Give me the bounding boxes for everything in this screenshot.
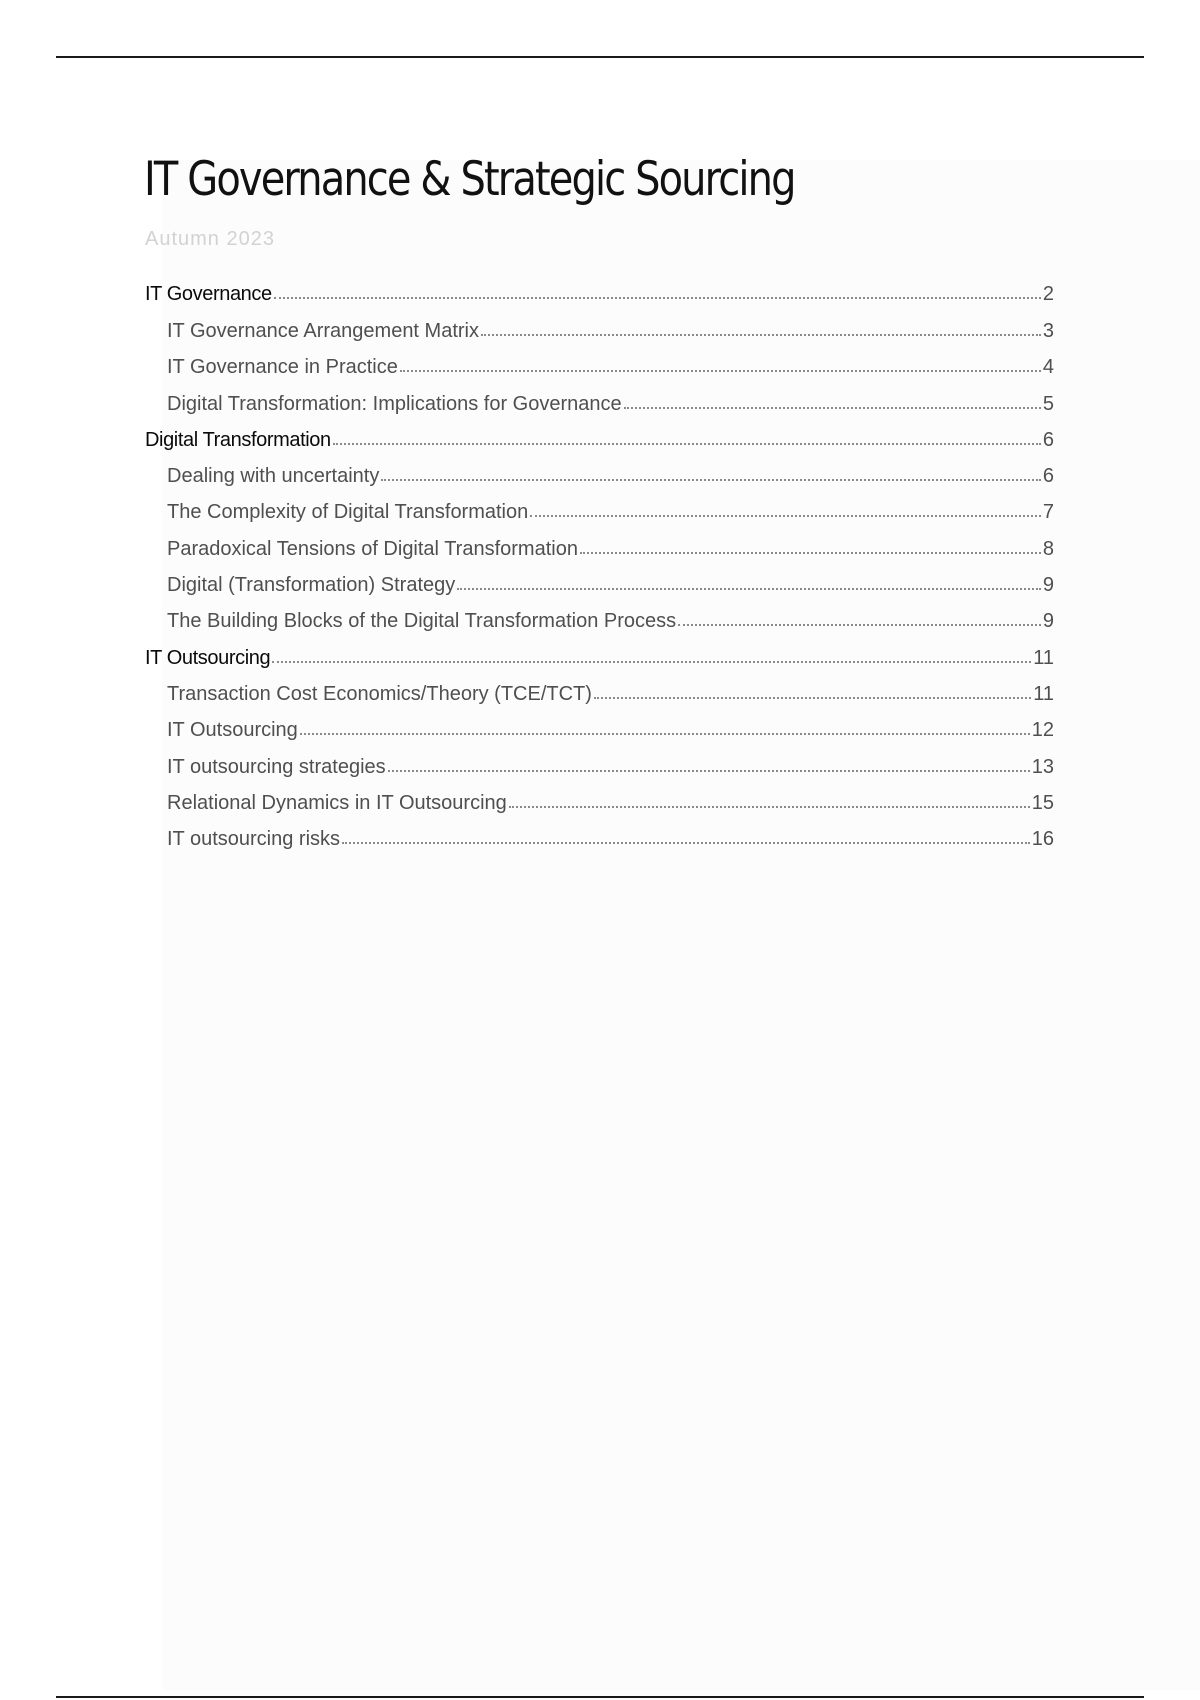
toc-page-number: 6: [1042, 465, 1054, 487]
toc-subsection-entry[interactable]: [167, 597, 1054, 633]
toc-entry-label: Digital Transformation: Implications for Governance: [167, 393, 622, 415]
toc-entry-label: IT Governance Arrangement Matrix: [167, 320, 479, 342]
toc-section-entry[interactable]: [145, 270, 1054, 306]
toc-page-number: 12: [1031, 719, 1054, 741]
toc-page-number: 3: [1042, 320, 1054, 342]
toc-dot-leader: [342, 842, 1030, 844]
toc-entry-label: Relational Dynamics in IT Outsourcing: [167, 792, 507, 814]
toc-entry-label: The Complexity of Digital Transformation: [167, 501, 529, 523]
toc-page-number: 16: [1031, 828, 1054, 850]
toc-entry-label: Digital (Transformation) Strategy: [167, 574, 456, 596]
toc-page-number: 11: [1033, 683, 1054, 705]
toc-entry-label: Dealing with uncertainty: [167, 465, 380, 487]
toc-subsection-entry[interactable]: [167, 670, 1054, 706]
toc-page-number: 15: [1031, 792, 1054, 814]
toc-dot-leader: [400, 370, 1041, 372]
toc-subsection-entry[interactable]: [167, 525, 1054, 561]
header-rule: [56, 56, 1144, 58]
toc-subsection-entry[interactable]: [167, 815, 1054, 851]
toc-subsection-entry[interactable]: [167, 488, 1054, 524]
toc-entry-label: IT Governance in Practice: [167, 356, 398, 378]
toc-dot-leader: [457, 588, 1041, 590]
toc-subsection-entry[interactable]: [167, 380, 1054, 416]
toc-entry-label: Paradoxical Tensions of Digital Transformation: [167, 538, 578, 560]
toc-dot-leader: [624, 407, 1041, 409]
toc-dot-leader: [274, 297, 1041, 299]
toc-entry-label: IT Governance: [145, 283, 272, 305]
document-subtitle: Autumn 2023: [145, 228, 275, 250]
toc-dot-leader: [509, 806, 1030, 808]
toc-subsection-entry[interactable]: [167, 779, 1054, 815]
toc-subsection-entry[interactable]: [167, 706, 1054, 742]
toc-entry-label: IT outsourcing strategies: [167, 756, 386, 778]
toc-dot-leader: [381, 479, 1041, 481]
footer-rule: [56, 1696, 1144, 1698]
toc-entry-label: Transaction Cost Economics/Theory (TCE/TCT): [167, 683, 592, 705]
toc-dot-leader: [580, 552, 1041, 554]
toc-subsection-entry[interactable]: [167, 343, 1054, 379]
toc-page-number: 7: [1042, 501, 1054, 523]
toc-page-number: 2: [1042, 283, 1054, 305]
toc-entry-label: IT Outsourcing: [145, 647, 271, 669]
toc-dot-leader: [272, 661, 1031, 663]
toc-dot-leader: [388, 770, 1030, 772]
toc-page-number: 13: [1031, 756, 1054, 778]
document-title: IT Governance & Strategic Sourcing: [144, 152, 795, 207]
toc-dot-leader: [678, 624, 1041, 626]
toc-page-number: 9: [1042, 610, 1054, 632]
toc-dot-leader: [300, 733, 1030, 735]
toc-entry-label: IT outsourcing risks: [167, 828, 341, 850]
toc-page-number: 9: [1042, 574, 1054, 596]
toc-page-number: 4: [1042, 356, 1054, 378]
toc-subsection-entry[interactable]: [167, 743, 1054, 779]
toc-entry-label: The Building Blocks of the Digital Transformation Process: [167, 610, 677, 632]
toc-dot-leader: [333, 443, 1041, 445]
toc-subsection-entry[interactable]: [167, 452, 1054, 488]
toc-dot-leader: [530, 515, 1041, 517]
toc-page-number: 8: [1042, 538, 1054, 560]
toc-page-number: 6: [1042, 429, 1054, 451]
toc-page-number: 5: [1042, 393, 1054, 415]
toc-section-entry[interactable]: [145, 634, 1054, 670]
toc-dot-leader: [481, 334, 1041, 336]
toc-entry-label: Digital Transformation: [145, 429, 331, 451]
toc-entry-label: IT Outsourcing: [167, 719, 298, 741]
toc-subsection-entry[interactable]: [167, 561, 1054, 597]
toc-page-number: 11: [1033, 647, 1054, 669]
toc-section-entry[interactable]: [145, 416, 1054, 452]
toc-subsection-entry[interactable]: [167, 307, 1054, 343]
toc-dot-leader: [594, 697, 1031, 699]
